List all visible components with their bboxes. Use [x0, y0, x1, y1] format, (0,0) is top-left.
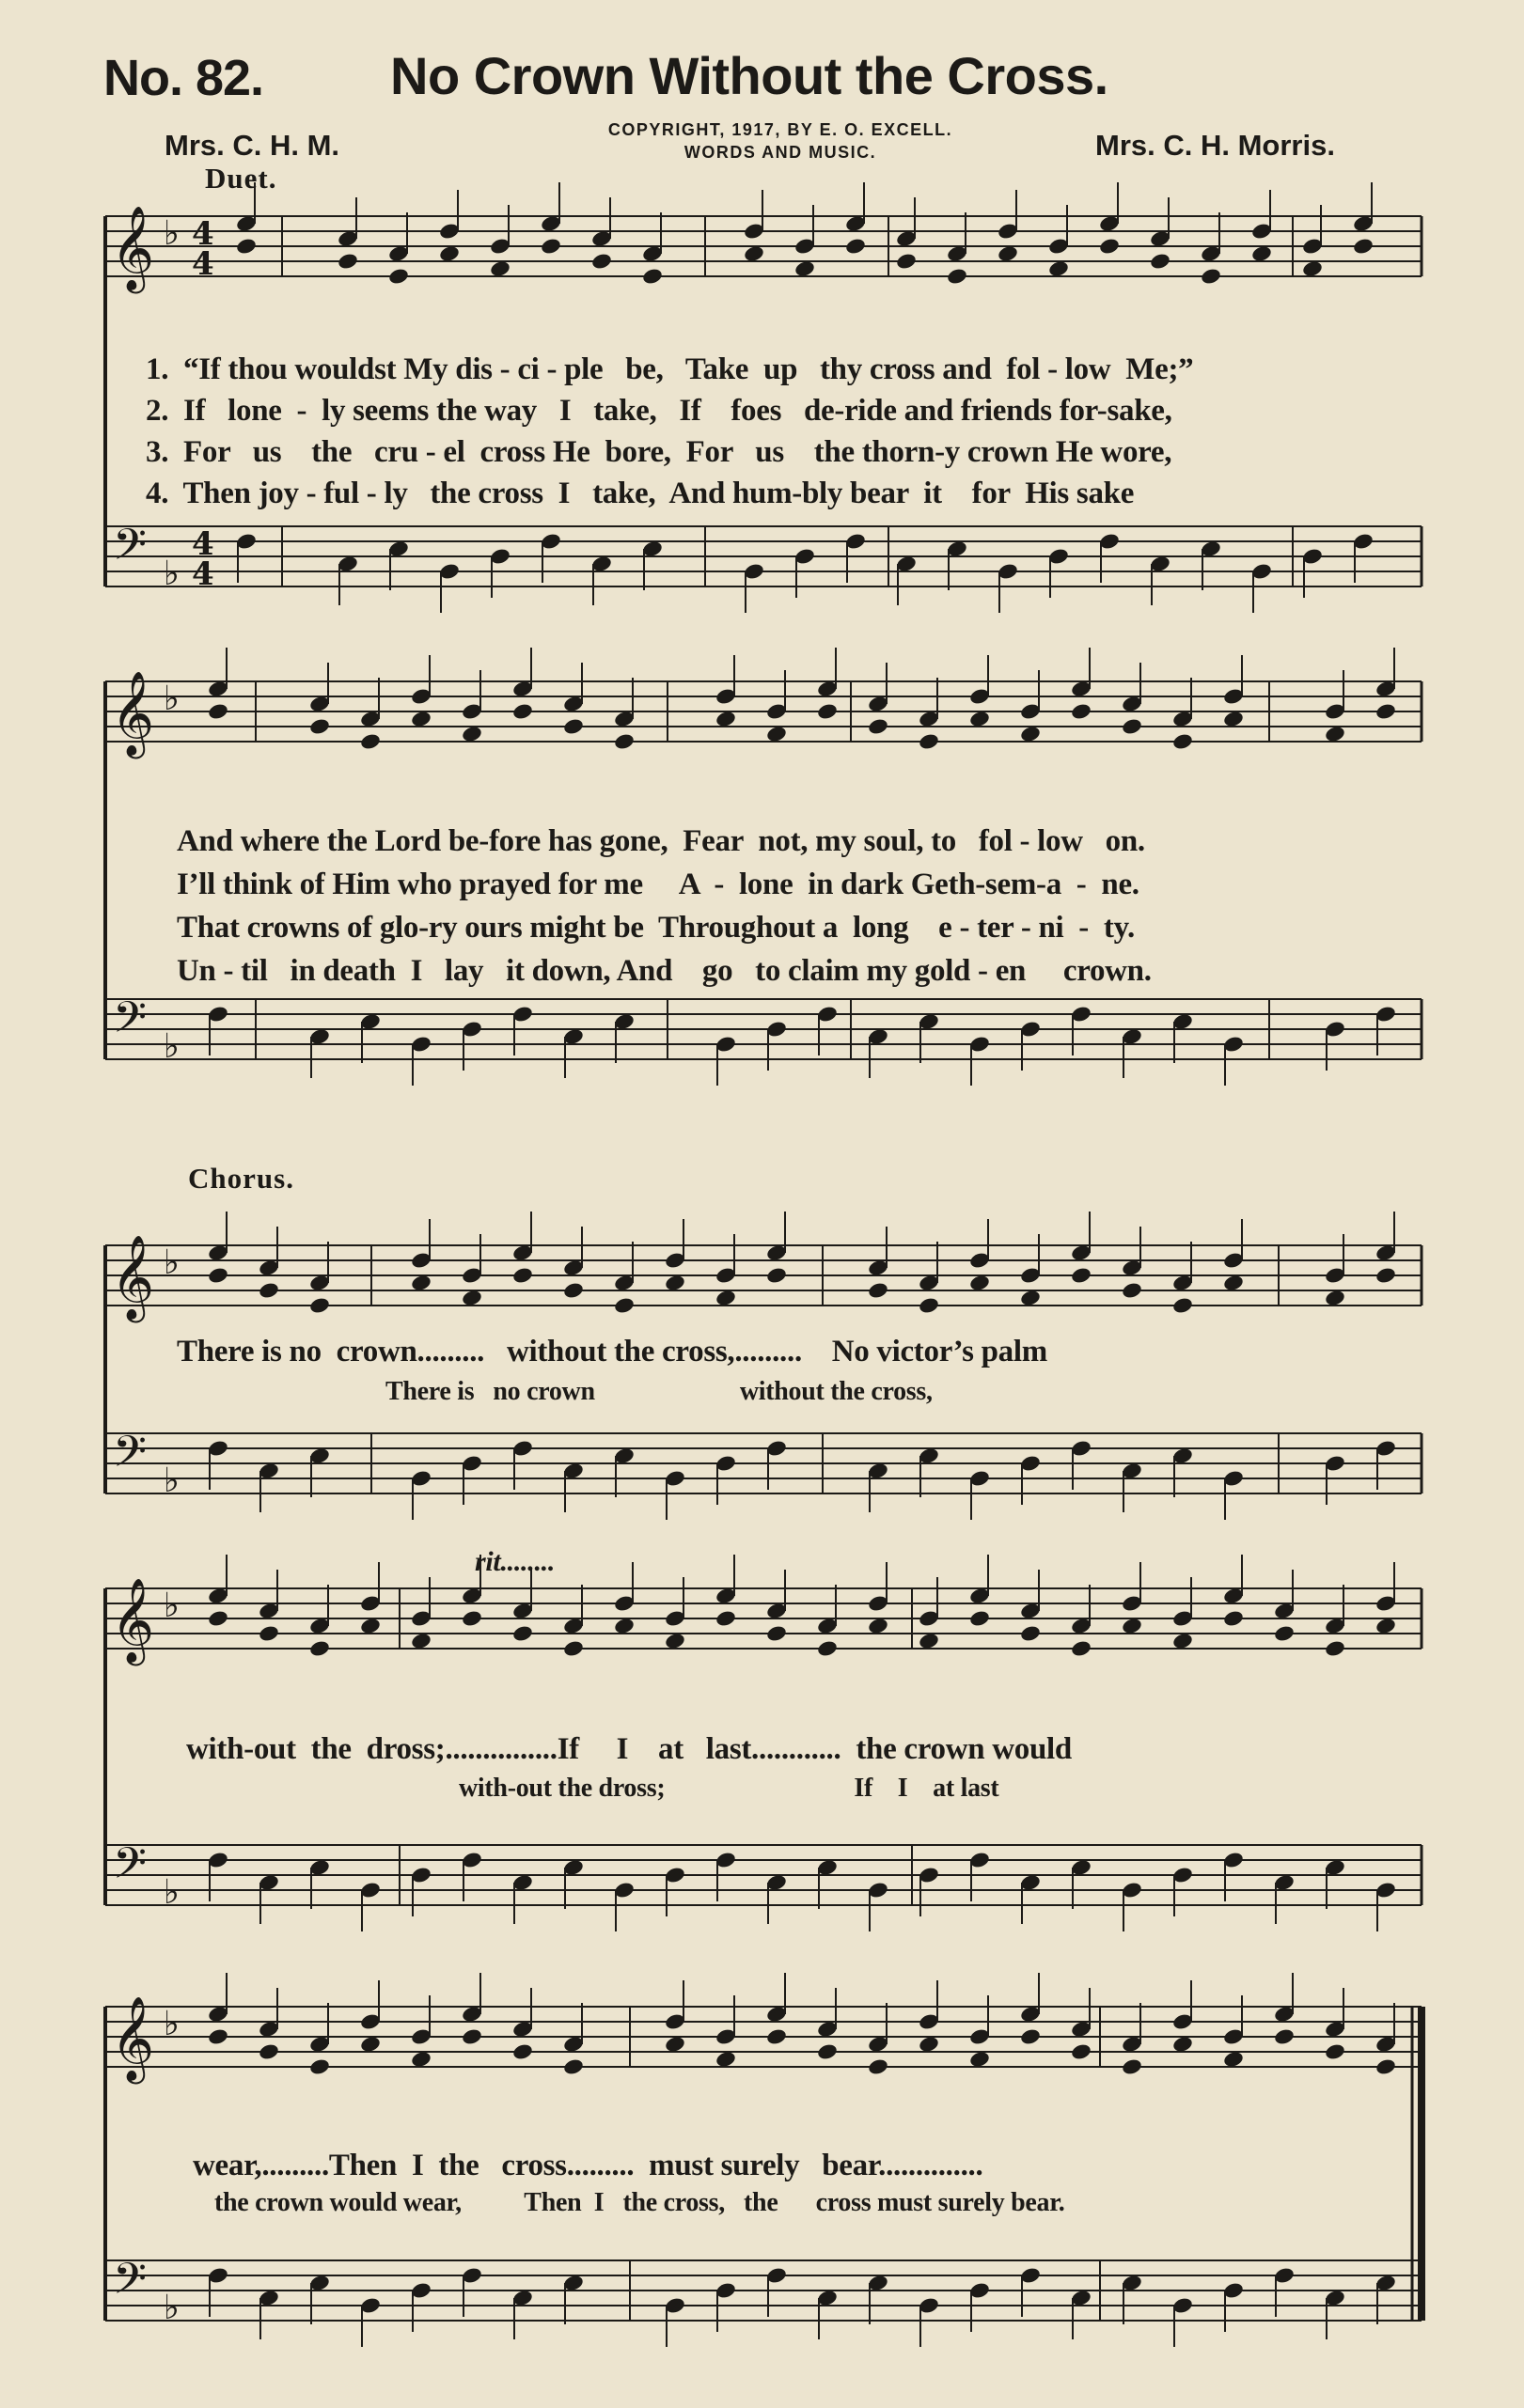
- note-head: [1121, 1617, 1143, 1635]
- note-head: [1019, 1624, 1042, 1643]
- flat-key-signature-icon: ♭: [164, 2289, 180, 2327]
- treble-clef-icon: 𝄞: [111, 671, 155, 756]
- note-head: [337, 252, 359, 271]
- hymn-number: No. 82.: [103, 50, 264, 106]
- flat-key-signature-icon: ♭: [164, 680, 180, 718]
- flat-key-signature-icon: ♭: [164, 1462, 180, 1500]
- chorus-line-1-alt: There is no crown without the cross,: [385, 1377, 933, 1406]
- note-head: [258, 1281, 280, 1300]
- note-head: [918, 2035, 940, 2054]
- treble-clef-icon: 𝄞: [111, 206, 155, 290]
- note-head: [1222, 2050, 1245, 2069]
- note-head: [1200, 267, 1222, 286]
- note-head: [641, 267, 664, 286]
- note-head: [1121, 2057, 1143, 2076]
- chorus-line-1: There is no crown......... without the cross,......... No victor’s palm: [177, 1335, 1047, 1368]
- note-head: [968, 710, 991, 728]
- note-head: [410, 2050, 432, 2069]
- note-head: [793, 259, 816, 278]
- note-head: [765, 1624, 788, 1643]
- note-head: [1375, 1617, 1397, 1635]
- note-head: [816, 2042, 839, 2061]
- note-head: [461, 725, 483, 743]
- note-head: [1019, 2027, 1042, 2046]
- note-head: [844, 237, 867, 256]
- note-head: [511, 702, 534, 721]
- note-head: [359, 1617, 382, 1635]
- note-head: [613, 732, 636, 751]
- time-signature: 4: [192, 525, 214, 563]
- note-head: [867, 717, 889, 736]
- verse-1-line-1: 1. “If thou wouldst My dis - ci - ple be, Take up thy cross and fol - low Me;”: [146, 352, 1194, 386]
- note-head: [1375, 2057, 1397, 2076]
- hymn-title: No Crown Without the Cross.: [390, 46, 1108, 105]
- rit-marking: rit........: [475, 1546, 556, 1577]
- note-head: [359, 732, 382, 751]
- note-head: [918, 1296, 940, 1315]
- note-head: [918, 732, 940, 751]
- note-head: [816, 1639, 839, 1658]
- verse-3-line-1: 3. For us the cru - el cross He bore, For us the thorn-y crown He wore,: [146, 435, 1172, 469]
- note-head: [461, 1289, 483, 1307]
- note-head: [438, 244, 461, 263]
- chorus-line-2: with-out the dross;...............If I at last............ the crown would: [186, 1732, 1072, 1766]
- note-head: [410, 1632, 432, 1650]
- note-head: [867, 2057, 889, 2076]
- note-head: [258, 1624, 280, 1643]
- note-head: [816, 702, 839, 721]
- treble-clef-icon: 𝄞: [111, 1235, 155, 1320]
- note-head: [207, 702, 229, 721]
- note-head: [258, 2042, 280, 2061]
- note-head: [968, 2050, 991, 2069]
- note-head: [590, 252, 613, 271]
- note-head: [207, 1266, 229, 1285]
- flat-key-signature-icon: ♭: [164, 2005, 180, 2043]
- note-head: [765, 725, 788, 743]
- note-head: [968, 1274, 991, 1292]
- verse-4-line-2: Un - til in death I lay it down, And go to claim my gold - en crown.: [177, 954, 1152, 988]
- note-head: [1222, 1274, 1245, 1292]
- note-head: [540, 237, 562, 256]
- time-signature: 4: [192, 215, 214, 253]
- note-head: [1098, 237, 1121, 256]
- note-head: [613, 1617, 636, 1635]
- note-head: [715, 710, 737, 728]
- music-author: Mrs. C. H. Morris.: [1095, 129, 1335, 162]
- note-head: [308, 1639, 331, 1658]
- note-head: [867, 1617, 889, 1635]
- note-head: [1324, 1289, 1346, 1307]
- note-head: [895, 252, 918, 271]
- note-head: [562, 1281, 585, 1300]
- note-head: [946, 267, 968, 286]
- time-signature: 4: [192, 245, 214, 283]
- note-head: [410, 710, 432, 728]
- note-head: [1375, 702, 1397, 721]
- note-head: [1324, 1639, 1346, 1658]
- chorus-line-3-alt: the crown would wear, Then I the cross, the cross must surely bear.: [214, 2188, 1065, 2217]
- note-head: [511, 2042, 534, 2061]
- note-head: [511, 1266, 534, 1285]
- bass-clef-icon: 𝄢: [113, 993, 148, 1054]
- note-head: [715, 1289, 737, 1307]
- verse-1-line-2: And where the Lord be-fore has gone, Fear not, my soul, to fol - low on.: [177, 824, 1145, 858]
- note-head: [1070, 2042, 1092, 2061]
- note-head: [715, 2050, 737, 2069]
- note-head: [461, 1609, 483, 1628]
- bass-clef-icon: 𝄢: [113, 520, 148, 581]
- note-head: [1171, 1296, 1194, 1315]
- note-head: [308, 2057, 331, 2076]
- verse-2-line-1: 2. If lone - ly seems the way I take, If foes de-ride and friends for-sake,: [146, 394, 1172, 428]
- flat-key-signature-icon: ♭: [164, 214, 180, 253]
- note-head: [489, 259, 511, 278]
- note-head: [207, 1609, 229, 1628]
- chorus-label: Chorus.: [188, 1162, 294, 1195]
- duet-label: Duet.: [205, 162, 277, 195]
- verse-3-line-2: That crowns of glo-ry ours might be Throughout a long e - ter - ni - ty.: [177, 911, 1135, 945]
- note-head: [308, 1296, 331, 1315]
- note-head: [359, 2035, 382, 2054]
- note-head: [1149, 252, 1171, 271]
- note-head: [410, 1274, 432, 1292]
- bass-clef-icon: 𝄢: [113, 2254, 148, 2315]
- note-head: [1070, 1266, 1092, 1285]
- note-head: [743, 244, 765, 263]
- note-head: [765, 1266, 788, 1285]
- note-head: [1222, 710, 1245, 728]
- note-head: [1324, 2042, 1346, 2061]
- note-head: [1375, 1266, 1397, 1285]
- copyright-line-2: WORDS AND MUSIC.: [683, 143, 877, 162]
- bass-clef-icon: 𝄢: [113, 1427, 148, 1488]
- note-head: [1301, 259, 1324, 278]
- note-head: [715, 1609, 737, 1628]
- note-head: [664, 1632, 686, 1650]
- verse-2-line-2: I’ll think of Him who prayed for me A - lone in dark Geth-sem-a - ne.: [177, 868, 1139, 901]
- verse-4-line-1: 4. Then joy - ful - ly the cross I take, And hum-bly bear it for His sake: [146, 477, 1135, 510]
- note-head: [1171, 732, 1194, 751]
- note-head: [664, 1274, 686, 1292]
- note-head: [235, 237, 258, 256]
- note-head: [511, 1624, 534, 1643]
- note-head: [1070, 1639, 1092, 1658]
- note-head: [1019, 725, 1042, 743]
- flat-key-signature-icon: ♭: [164, 555, 180, 593]
- treble-clef-icon: 𝄞: [111, 1578, 155, 1663]
- note-head: [1222, 1609, 1245, 1628]
- note-head: [207, 2027, 229, 2046]
- note-head: [1352, 237, 1375, 256]
- note-head: [664, 2035, 686, 2054]
- note-head: [1273, 2027, 1296, 2046]
- note-head: [1171, 2035, 1194, 2054]
- copyright-line-1: COPYRIGHT, 1917, BY E. O. EXCELL.: [607, 120, 953, 139]
- note-head: [308, 717, 331, 736]
- final-barline: [1418, 2007, 1425, 2321]
- note-head: [1171, 1632, 1194, 1650]
- treble-clef-icon: 𝄞: [111, 1996, 155, 2081]
- chorus-line-2-alt: with-out the dross; If I at last: [459, 1774, 999, 1803]
- note-head: [562, 717, 585, 736]
- note-head: [765, 2027, 788, 2046]
- flat-key-signature-icon: ♭: [164, 1027, 180, 1066]
- note-head: [968, 1609, 991, 1628]
- flat-key-signature-icon: ♭: [164, 1873, 180, 1912]
- note-head: [1019, 1289, 1042, 1307]
- note-head: [562, 2057, 585, 2076]
- note-head: [613, 1296, 636, 1315]
- note-head: [997, 244, 1019, 263]
- note-head: [1047, 259, 1070, 278]
- bass-clef-icon: 𝄢: [113, 1838, 148, 1900]
- note-head: [461, 2027, 483, 2046]
- note-head: [867, 1281, 889, 1300]
- note-head: [562, 1639, 585, 1658]
- time-signature: 4: [192, 555, 214, 593]
- note-head: [918, 1632, 940, 1650]
- chorus-line-3: wear,.........Then I the cross......... must surely bear..............: [193, 2149, 983, 2182]
- flat-key-signature-icon: ♭: [164, 1243, 180, 1282]
- words-author: Mrs. C. H. M.: [165, 129, 340, 162]
- note-head: [1324, 725, 1346, 743]
- note-head: [1121, 1281, 1143, 1300]
- note-head: [1070, 702, 1092, 721]
- note-head: [1250, 244, 1273, 263]
- note-head: [1121, 717, 1143, 736]
- flat-key-signature-icon: ♭: [164, 1587, 180, 1625]
- note-head: [1273, 1624, 1296, 1643]
- note-head: [387, 267, 410, 286]
